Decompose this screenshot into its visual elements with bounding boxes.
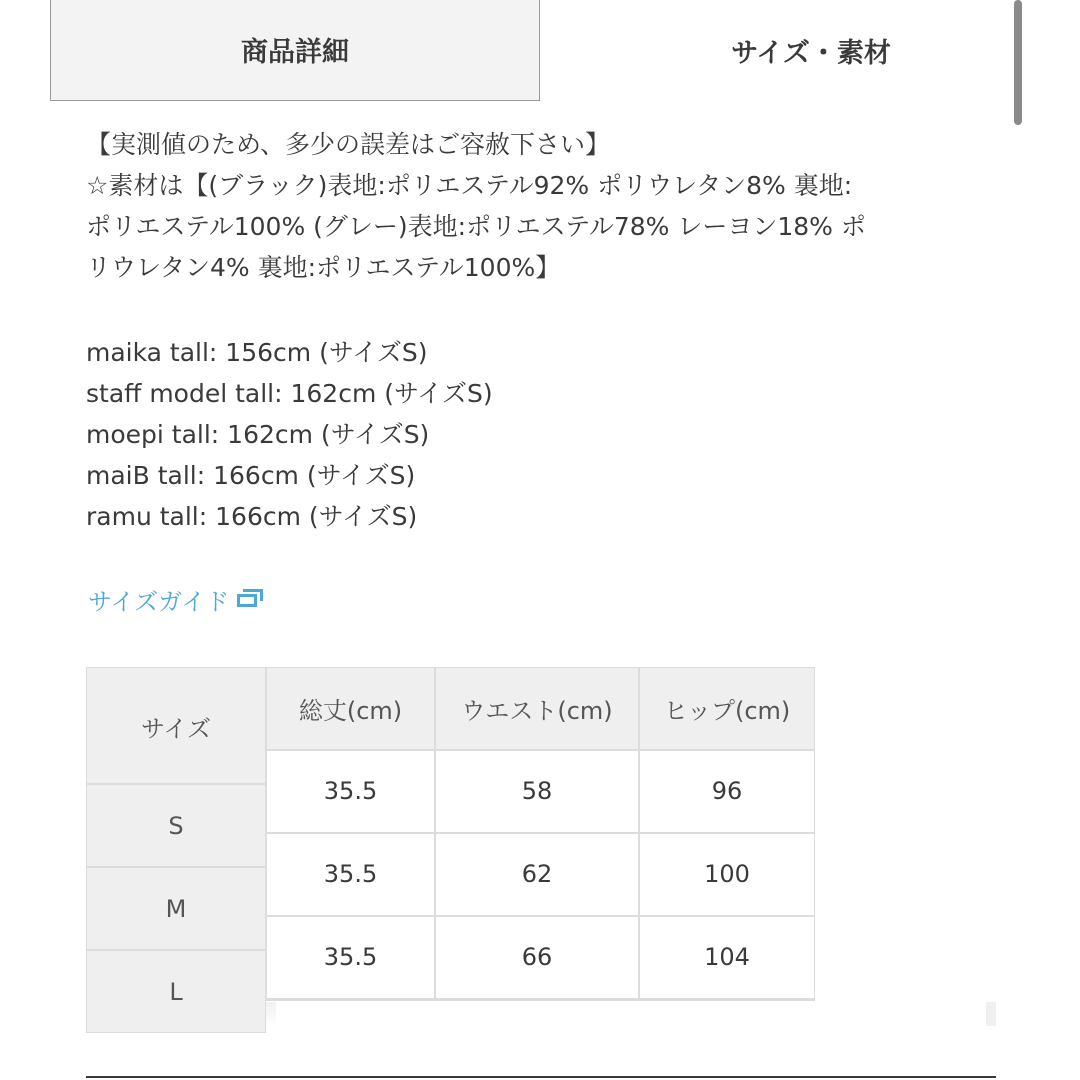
scrollbar[interactable]	[1014, 0, 1022, 125]
table-row	[267, 751, 814, 832]
model-height-item: maika tall: 156cm (サイズS)	[86, 338, 428, 367]
size-guide-link[interactable]	[88, 582, 265, 617]
size-header-label: サイズ	[140, 714, 212, 743]
size-table	[266, 667, 815, 1001]
table-row	[267, 917, 814, 998]
size-label-l: L	[169, 977, 183, 1006]
size-column	[86, 667, 266, 1033]
tab-product-details[interactable]	[50, 0, 540, 101]
table-cell: 62	[436, 834, 638, 915]
tab-product-details-label: 商品詳細	[241, 36, 349, 68]
table-cell: 96	[640, 751, 814, 832]
table-cell: 100	[640, 834, 814, 915]
table-cell: 35.5	[267, 751, 434, 832]
section-divider	[86, 1076, 996, 1078]
external-window-icon	[237, 589, 265, 611]
material-description	[86, 124, 986, 288]
table-row	[267, 834, 814, 915]
model-height-item: staff model tall: 162cm (サイズS)	[86, 379, 493, 408]
model-heights-list	[86, 332, 986, 537]
column-header-waist: ウエスト(cm)	[436, 668, 638, 749]
scroll-shadow-right	[986, 1002, 996, 1026]
description-line: 【実測値のため、多少の誤差はご容赦下さい】	[86, 130, 611, 159]
description-line: ポリエステル100% (グレー)表地:ポリエステル78% レーヨン18% ポ	[86, 212, 866, 241]
description-line: ☆素材は【(ブラック)表地:ポリエステル92% ポリウレタン8% 裏地:	[86, 171, 853, 200]
tab-size-material[interactable]	[541, 0, 1080, 100]
table-cell: 66	[436, 917, 638, 998]
model-height-item: ramu tall: 166cm (サイズS)	[86, 502, 418, 531]
table-header-row	[267, 668, 814, 749]
size-label-s: S	[168, 811, 184, 840]
table-cell: 35.5	[267, 834, 434, 915]
scroll-shadow-left	[266, 1002, 276, 1026]
table-cell: 58	[436, 751, 638, 832]
tab-size-material-label: サイズ・素材	[731, 37, 891, 69]
column-header-length: 総丈(cm)	[267, 668, 434, 749]
size-label-m: M	[165, 894, 187, 923]
table-cell: 104	[640, 917, 814, 998]
model-height-item: maiB tall: 166cm (サイズS)	[86, 461, 416, 490]
description-line: リウレタン4% 裏地:ポリエステル100%】	[86, 253, 561, 282]
table-cell: 35.5	[267, 917, 434, 998]
model-height-item: moepi tall: 162cm (サイズS)	[86, 420, 430, 449]
size-guide-label: サイズガイド	[88, 588, 230, 616]
column-header-hip: ヒップ(cm)	[640, 668, 814, 749]
